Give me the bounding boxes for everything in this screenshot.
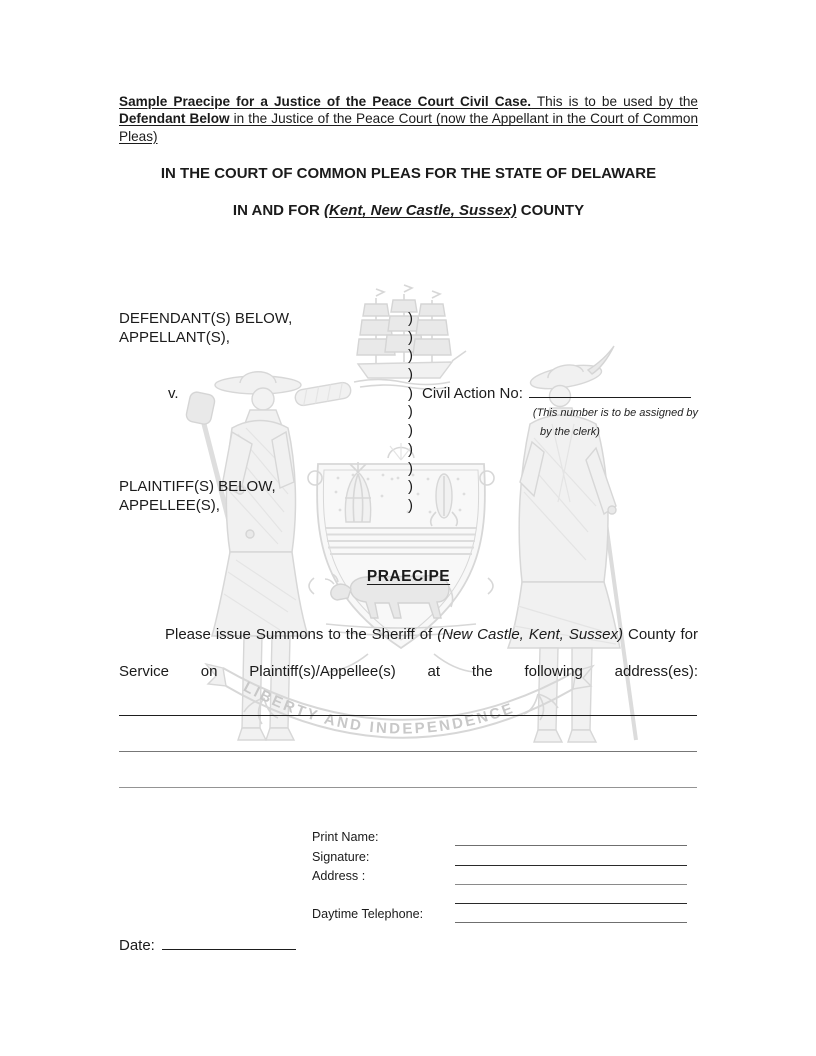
date-field[interactable] <box>162 936 296 950</box>
civil-action-label: Civil Action No: <box>422 384 523 402</box>
body-text-2: County for Service on Plaintiff(s)/Appellee(s) at the following address(es): <box>119 626 698 680</box>
plaintiff-line-1: PLAINTIFF(S) BELOW, <box>119 478 276 496</box>
caption-row <box>119 478 698 497</box>
plaintiff-line-2: APPELLEE(S), <box>119 496 220 514</box>
print-name-field[interactable] <box>455 830 687 846</box>
address-line-2-field[interactable] <box>455 888 687 904</box>
county-options: (Kent, New Castle, Sussex) <box>324 202 517 219</box>
county-line-pre: IN AND FOR <box>232 202 325 219</box>
caption-row <box>119 403 698 422</box>
caption-paren: ) <box>408 310 413 327</box>
signature-label: Signature: <box>312 849 370 864</box>
signature-row <box>312 866 687 885</box>
caption-paren: ) <box>408 459 413 477</box>
county-line-post: COUNTY <box>516 202 585 219</box>
civil-action-number-field[interactable] <box>529 385 691 398</box>
body-counties: (New Castle, Kent, Sussex) <box>437 626 624 643</box>
caption-paren: ) <box>408 384 413 402</box>
caption-paren: ) <box>408 328 413 346</box>
caption-paren: ) <box>408 496 413 514</box>
address-label: Address : <box>312 868 366 883</box>
caption-row <box>119 497 698 516</box>
case-caption <box>119 310 698 516</box>
caption-paren: ) <box>408 366 413 384</box>
intro-paragraph <box>119 93 698 145</box>
intro-text-1: This is to be used by the <box>531 94 698 109</box>
signature-row <box>312 904 687 923</box>
daytime-telephone-label: Daytime Telephone: <box>312 907 424 922</box>
signature-block <box>312 827 687 923</box>
caption-paren: ) <box>408 440 413 458</box>
caption-row <box>119 347 698 366</box>
signature-row <box>312 846 687 865</box>
caption-row <box>119 366 698 385</box>
praecipe-body <box>119 616 698 690</box>
caption-paren: ) <box>408 347 413 365</box>
caption-row <box>119 460 698 479</box>
caption-row <box>119 310 698 329</box>
defendant-line-2: APPELLANT(S), <box>119 328 230 346</box>
clerk-note-line-2: by the clerk) <box>540 426 600 439</box>
intro-bold-title: Sample Praecipe for a Justice of the Peace Court Civil Case. <box>119 94 532 109</box>
praecipe-heading: PRAECIPE <box>366 568 451 585</box>
body-text-1: Please issue Summons to the Sheriff of <box>165 626 438 643</box>
signature-field[interactable] <box>455 850 687 866</box>
versus-label: v. <box>168 384 179 402</box>
address-field-1[interactable] <box>119 715 697 716</box>
signature-row <box>312 827 687 846</box>
intro-text-2: in the Justice of the Peace Court (now the Appellant in the Court of Common Pleas) <box>119 111 698 144</box>
address-field-3[interactable] <box>119 787 697 788</box>
clerk-note-line-1: (This number is to be assigned by <box>532 407 698 420</box>
signature-row <box>312 885 687 904</box>
date-row <box>119 936 296 954</box>
address-line-field[interactable] <box>455 869 687 885</box>
address-field-2[interactable] <box>119 751 697 752</box>
daytime-telephone-field[interactable] <box>455 907 687 923</box>
caption-row <box>119 441 698 460</box>
caption-paren: ) <box>408 478 413 496</box>
print-name-label: Print Name: <box>312 830 379 845</box>
date-label: Date: <box>119 937 155 954</box>
caption-paren: ) <box>408 422 413 440</box>
court-title: IN THE COURT OF COMMON PLEAS FOR THE STATE OF DELAWARE <box>160 165 657 182</box>
intro-bold-defendant: Defendant Below <box>119 111 230 127</box>
court-county-line <box>119 202 698 219</box>
caption-paren: ) <box>407 403 413 421</box>
defendant-line-1: DEFENDANT(S) BELOW, <box>119 310 293 327</box>
caption-row-versus <box>119 385 698 404</box>
caption-row <box>119 422 698 441</box>
caption-row <box>119 329 698 348</box>
watermark-motto: LIBERTY AND INDEPENDENCE <box>240 678 518 738</box>
